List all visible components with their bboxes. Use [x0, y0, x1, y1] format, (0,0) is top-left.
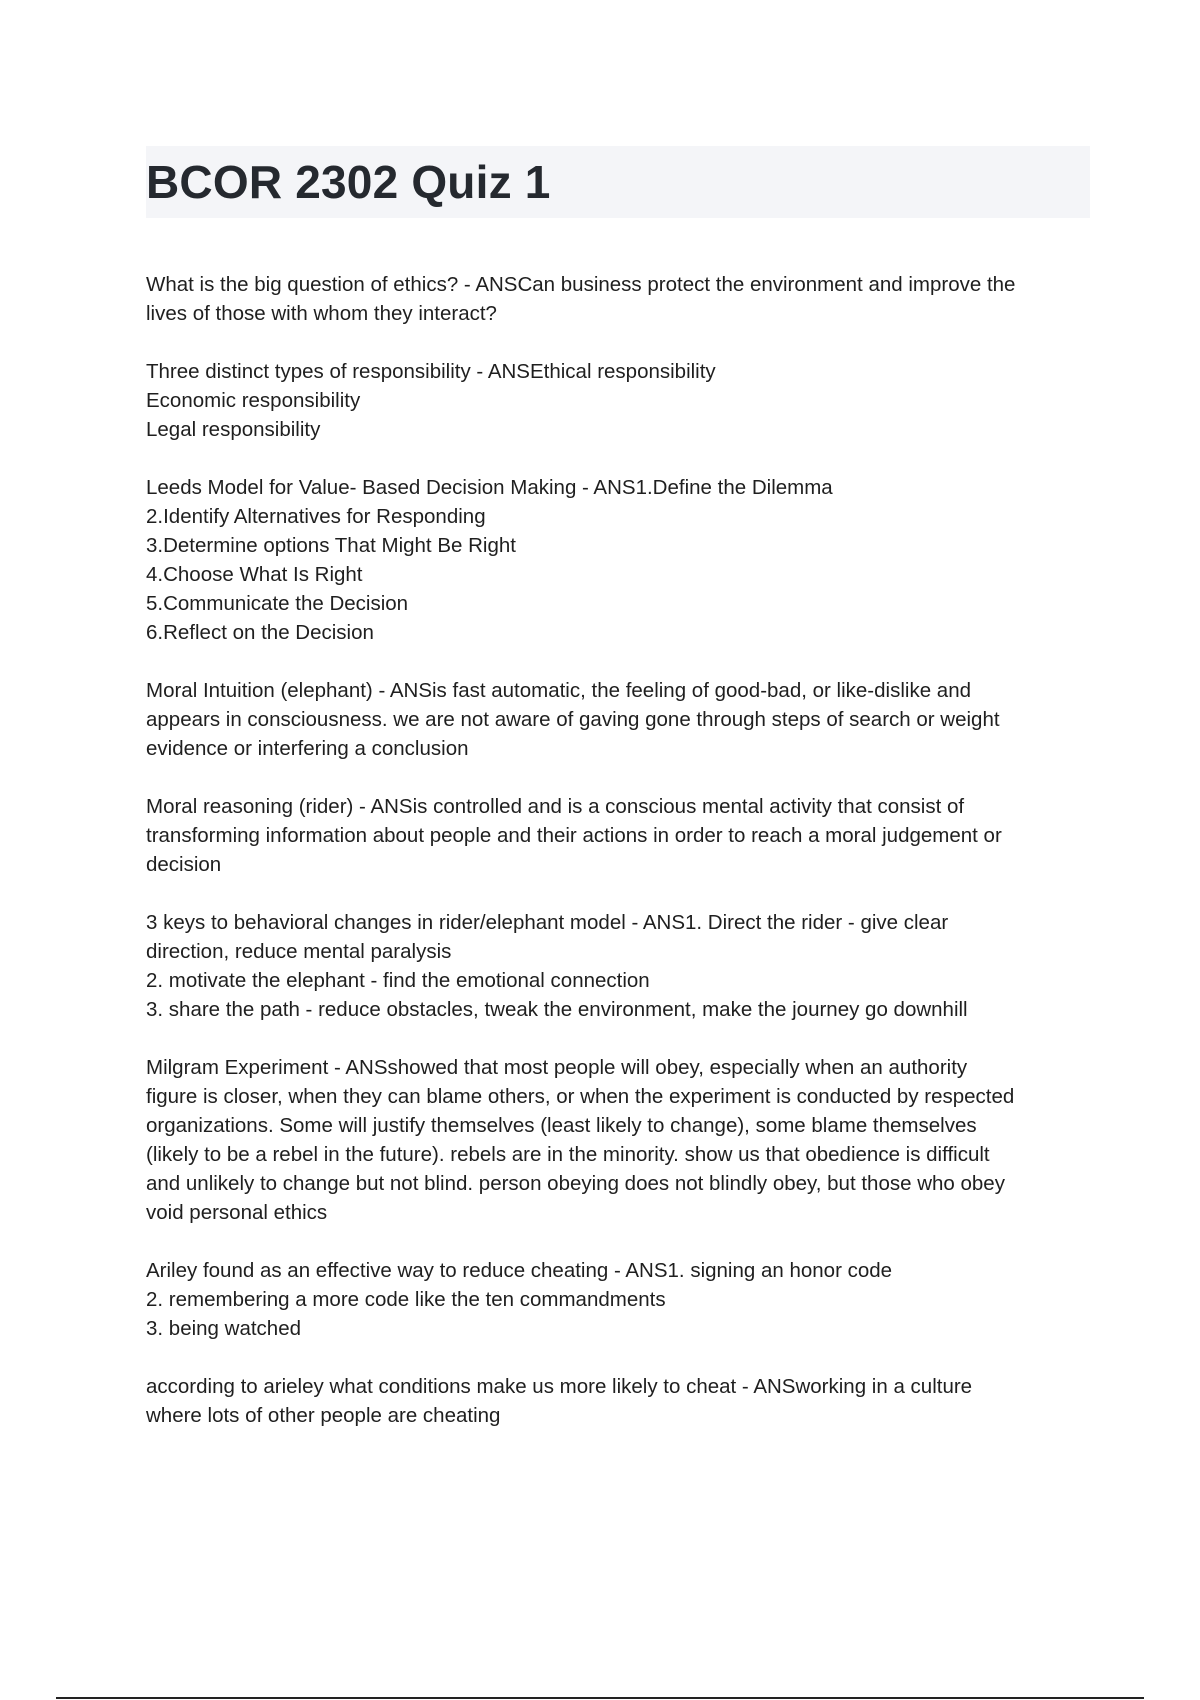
- text-line: 4.Choose What Is Right: [146, 563, 363, 586]
- text-line: decision: [146, 853, 222, 876]
- qa-item: [146, 908, 1096, 1024]
- text-line: What is the big question of ethics? - ANSCan business protect the environment and improve the: [146, 273, 1016, 296]
- footer-divider: [56, 1697, 1144, 1699]
- page-title: BCOR 2302 Quiz 1: [146, 156, 551, 208]
- text-line: figure is closer, when they can blame others, or when the experiment is conducted by respected: [146, 1085, 1015, 1108]
- text-line: 3 keys to behavioral changes in rider/elephant model - ANS1. Direct the rider - give clear: [146, 911, 949, 934]
- text-line: 2. motivate the elephant - find the emotional connection: [146, 969, 650, 992]
- qa-item: [146, 1372, 1096, 1430]
- text-line: appears in consciousness. we are not aware of gaving gone through steps of search or weight: [146, 708, 1000, 731]
- qa-item: [146, 357, 1096, 444]
- text-line: according to arieley what conditions make us more likely to cheat - ANSworking in a culture: [146, 1375, 973, 1398]
- text-line: evidence or interfering a conclusion: [146, 737, 469, 760]
- text-line: 6.Reflect on the Decision: [146, 621, 374, 644]
- text-line: Three distinct types of responsibility - ANSEthical responsibility: [146, 360, 716, 383]
- text-line: Moral Intuition (elephant) - ANSis fast automatic, the feeling of good-bad, or like-dislike and: [146, 679, 971, 702]
- document-body: [146, 270, 1096, 1459]
- text-line: 2. remembering a more code like the ten commandments: [146, 1288, 666, 1311]
- text-line: Milgram Experiment - ANSshowed that most people will obey, especially when an authority: [146, 1056, 968, 1079]
- qa-item: [146, 1053, 1096, 1227]
- text-line: Leeds Model for Value- Based Decision Making - ANS1.Define the Dilemma: [146, 476, 833, 499]
- text-line: Legal responsibility: [146, 418, 321, 441]
- text-line: organizations. Some will justify themselves (least likely to change), some blame themselves: [146, 1114, 977, 1137]
- qa-item: [146, 792, 1096, 879]
- qa-item: [146, 1256, 1096, 1343]
- text-line: Economic responsibility: [146, 389, 361, 412]
- text-line: 2.Identify Alternatives for Responding: [146, 505, 486, 528]
- text-line: void personal ethics: [146, 1201, 328, 1224]
- text-line: 5.Communicate the Decision: [146, 592, 409, 615]
- text-line: 3.Determine options That Might Be Right: [146, 534, 516, 557]
- title-band: [146, 146, 1090, 218]
- text-line: direction, reduce mental paralysis: [146, 940, 452, 963]
- text-line: (likely to be a rebel in the future). rebels are in the minority. show us that obedience is difficult: [146, 1143, 990, 1166]
- text-line: transforming information about people and their actions in order to reach a moral judgement or: [146, 824, 1002, 847]
- qa-item: [146, 676, 1096, 763]
- text-line: 3. being watched: [146, 1317, 302, 1340]
- qa-item: [146, 473, 1096, 647]
- text-line: lives of those with whom they interact?: [146, 302, 497, 325]
- text-line: where lots of other people are cheating: [146, 1404, 501, 1427]
- text-line: and unlikely to change but not blind. person obeying does not blindly obey, but those who obey: [146, 1172, 1005, 1195]
- text-line: 3. share the path - reduce obstacles, tweak the environment, make the journey go downhill: [146, 998, 968, 1021]
- text-line: Ariley found as an effective way to reduce cheating - ANS1. signing an honor code: [146, 1259, 893, 1282]
- text-line: Moral reasoning (rider) - ANSis controlled and is a conscious mental activity that consist of: [146, 795, 965, 818]
- qa-item: [146, 270, 1096, 328]
